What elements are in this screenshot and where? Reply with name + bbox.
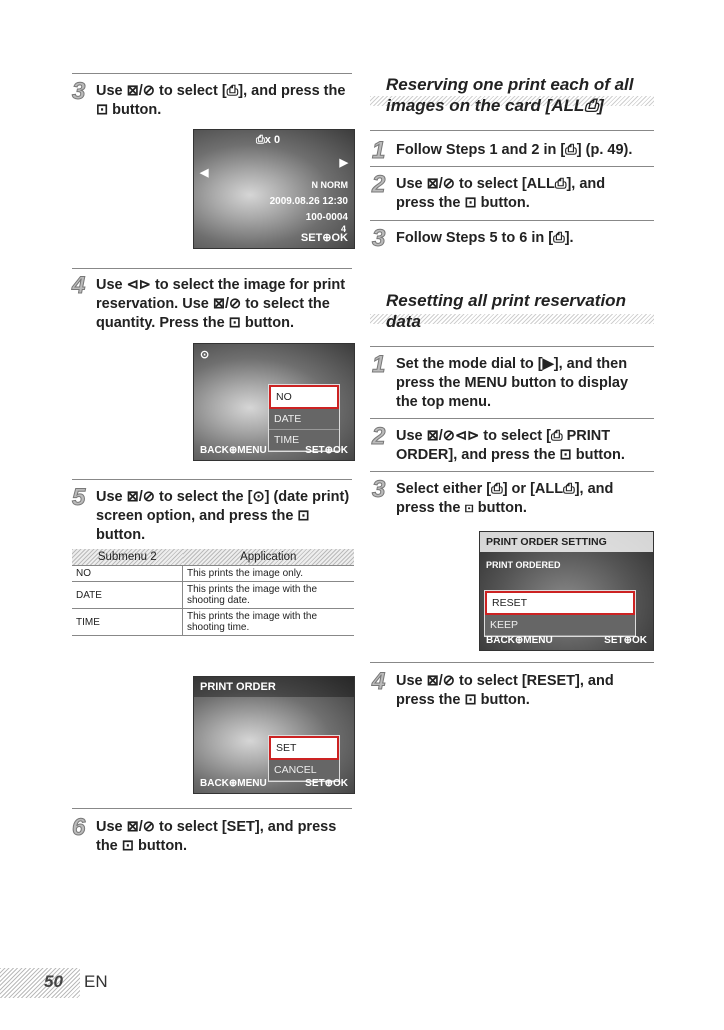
step-number: 2: [372, 423, 386, 450]
step-number: 3: [372, 225, 386, 252]
menu-item-no[interactable]: NO: [269, 385, 339, 409]
page-number-box: [0, 968, 80, 998]
separator: [370, 662, 654, 663]
step-text: Use ⊠/⊘ to select [ALL⎙], and press the ⊡ button.: [396, 176, 606, 211]
menu-item-keep[interactable]: KEEP: [485, 615, 635, 636]
screen-title: PRINT ORDER: [194, 677, 354, 697]
camera-screen-date-menu: [193, 343, 355, 461]
step-number: 4: [372, 668, 386, 695]
section-heading-reserving: Reserving one print each of all images on the card [ALL⎙]: [386, 75, 634, 115]
separator: [370, 471, 654, 472]
column-header: Submenu 2: [72, 549, 183, 566]
menu-item-time[interactable]: TIME: [269, 430, 339, 451]
step-2-reset: [372, 423, 656, 467]
print-count: ⎙x 0: [256, 134, 281, 146]
separator: [370, 166, 654, 167]
step-2-reserve: [372, 171, 656, 215]
step-text: Set the mode dial to [▶], and then press the MENU button to display the top menu.: [396, 356, 629, 410]
separator: [72, 479, 352, 480]
camera-screen-print-order-setting: [479, 531, 654, 651]
date-print-icon: ⊙: [200, 349, 210, 361]
section-heading-resetting: Resetting all print reservation data: [386, 291, 626, 331]
step-4-reset: [372, 668, 656, 712]
step-text: Select either [⎙] or [ALL⎙], and press the ⊡ button.: [396, 481, 614, 516]
step-1-reserve: [372, 137, 656, 164]
step-text: Use ⊠/⊘⊲⊳ to select [⎙ PRINT ORDER], and press the ⊡ button.: [396, 428, 625, 463]
step-number: 2: [372, 171, 386, 198]
separator: [72, 268, 352, 269]
step-text: Use ⊠/⊘ to select [⎙], and press the ⊡ button.: [96, 83, 346, 118]
language-label: EN: [84, 972, 108, 991]
step-number: 3: [372, 476, 386, 503]
separator: [72, 73, 352, 74]
print-order-menu: [268, 735, 340, 782]
table-row: [72, 582, 354, 609]
table-cell: NO: [72, 566, 183, 582]
step-text: Use ⊠/⊘ to select [SET], and press the ⊡ button.: [96, 819, 337, 854]
set-ok-label: SET⊕OK: [300, 232, 348, 244]
back-menu-label: BACK⊕MENU: [200, 445, 267, 456]
separator: [370, 346, 654, 347]
submenu-table: [72, 549, 354, 636]
date-stamp: 2009.08.26 12:30: [269, 196, 348, 207]
image-mode: N NORM: [311, 180, 348, 190]
step-number: 4: [72, 272, 86, 299]
menu-item-cancel[interactable]: CANCEL: [269, 760, 339, 781]
camera-screen-playback: [193, 129, 355, 249]
step-3-left: [72, 78, 354, 122]
date-menu: [268, 384, 340, 452]
frame-count: 4: [340, 224, 346, 234]
menu-item-reset[interactable]: RESET: [485, 591, 635, 615]
right-arrow-icon: ▶: [339, 157, 348, 169]
back-menu-label: BACK⊕MENU: [486, 635, 553, 646]
step-1-reset: [372, 351, 656, 415]
screen-subtitle: PRINT ORDERED: [486, 560, 561, 570]
table-cell: TIME: [72, 609, 183, 636]
step-text: Use ⊠/⊘ to select [RESET], and press the ⊡ button.: [396, 673, 614, 708]
separator: [72, 808, 352, 809]
step-text: Follow Steps 1 and 2 in [⎙] (p. 49).: [396, 142, 633, 158]
left-arrow-icon: ◀: [200, 167, 209, 179]
separator: [370, 220, 654, 221]
column-header: Application: [183, 549, 355, 566]
camera-screen-print-order: [193, 676, 355, 794]
step-number: 6: [72, 814, 86, 841]
set-ok-label: SET⊕OK: [305, 445, 348, 456]
table-cell: DATE: [72, 582, 183, 609]
set-ok-label: SET⊕OK: [305, 778, 348, 789]
file-number: 100-0004: [305, 212, 348, 223]
step-number: 5: [72, 484, 86, 511]
table-row: [72, 566, 354, 582]
table-row: [72, 609, 354, 636]
step-number: 3: [72, 78, 86, 105]
separator: [370, 130, 654, 131]
reset-menu: [484, 590, 636, 637]
set-ok-label: SET⊕OK: [604, 635, 647, 646]
step-5-left: [72, 484, 354, 548]
separator: [370, 418, 654, 419]
page-number: 50: [44, 972, 63, 991]
screen-title: PRINT ORDER SETTING: [480, 532, 653, 552]
step-text: Use ⊠/⊘ to select the [⊙] (date print) screen option, and press the ⊡ button.: [96, 489, 350, 543]
step-3-reserve: [372, 225, 656, 252]
step-3-reset: [372, 476, 656, 520]
table-cell: This prints the image with the shooting time.: [183, 609, 355, 636]
table-cell: This prints the image only.: [183, 566, 355, 582]
menu-item-set[interactable]: SET: [269, 736, 339, 760]
back-menu-label: BACK⊕MENU: [200, 778, 267, 789]
step-number: 1: [372, 137, 386, 164]
step-4-left: [72, 272, 354, 336]
step-text: Follow Steps 5 to 6 in [⎙].: [396, 230, 574, 246]
step-text: Use ⊲⊳ to select the image for print reservation. Use ⊠/⊘ to select the quantity. Press the ⊡ button.: [96, 277, 346, 331]
table-cell: This prints the image with the shooting date.: [183, 582, 355, 609]
menu-item-date[interactable]: DATE: [269, 409, 339, 430]
step-number: 1: [372, 351, 386, 378]
step-6-left: [72, 814, 354, 858]
